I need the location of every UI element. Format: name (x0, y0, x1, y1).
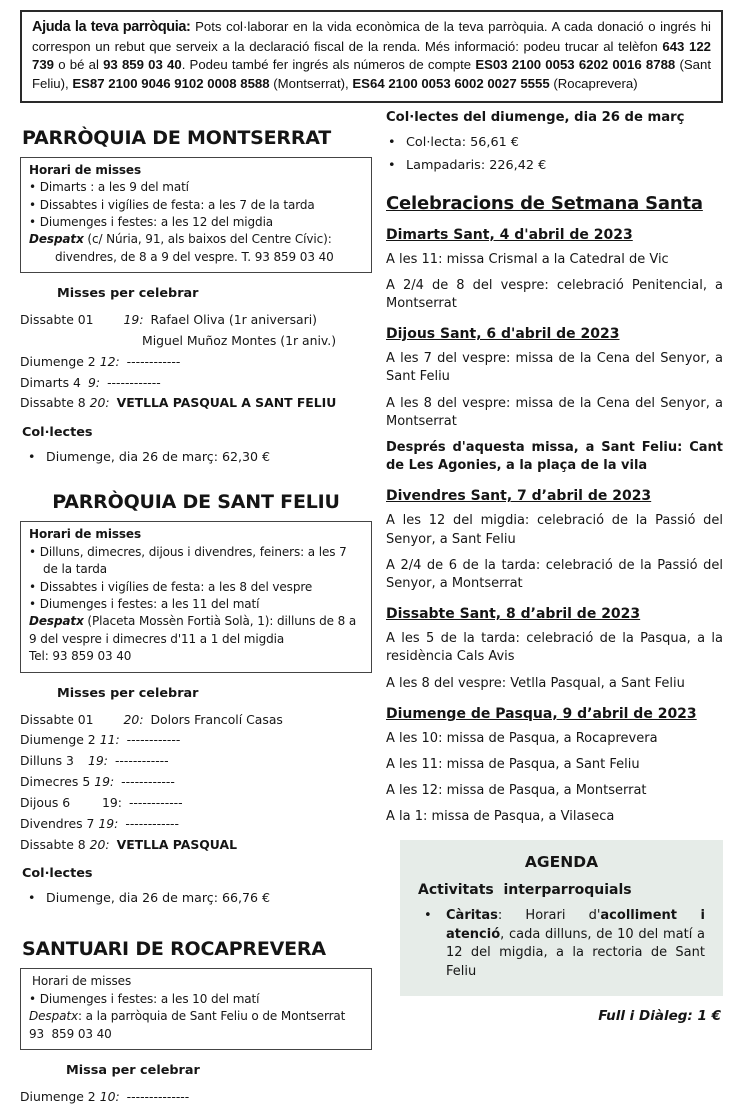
holy-week-day-heading: Dissabte Sant, 8 d’abril de 2023 (386, 606, 641, 623)
collection-text: Col·lecta: 56,61 € (406, 134, 519, 150)
mass-list-sant-feliu (20, 710, 372, 856)
mass-row (20, 835, 372, 856)
schedule-item: • Dimarts : a les 9 del matí (29, 179, 363, 196)
holy-week-event: A les 11: missa de Pasqua, a Sant Feliu (386, 756, 640, 772)
mass-intention: ------------ (121, 774, 175, 790)
mass-day: Dissabte 01 (20, 711, 94, 727)
mass-intention: -------------- (126, 1089, 190, 1105)
mass-intention: VETLLA PASQUAL A SANT FELIU (116, 395, 337, 411)
footer-price-note: Full i Diàleg: 1 € (598, 1008, 721, 1025)
left-column (20, 103, 372, 1108)
mass-time: 19: (98, 815, 119, 831)
mass-day: Diumenge 2 (20, 732, 96, 748)
phone-number: 643 122 739 (32, 38, 712, 73)
schedule-list (29, 179, 363, 231)
mass-row (20, 1087, 372, 1108)
mass-intention: ------------ (114, 753, 169, 769)
bullet-icon: • (424, 908, 432, 924)
mass-time: 11: (99, 732, 120, 748)
mass-day: Dimarts 4 (20, 374, 81, 390)
notice-text: (Rocaprevera) (549, 76, 638, 92)
mass-row (20, 814, 372, 835)
notice-text: . Podeu també fer ingrés als números de compte (181, 57, 476, 73)
holy-week-event: A les 12: missa de Pasqua, a Montserrat (386, 783, 647, 799)
mass-row (20, 793, 372, 814)
section-title-rocaprevera: SANTUARI DE ROCAPREVERA (22, 938, 326, 961)
collection-item (20, 888, 372, 908)
holy-week-event-highlight: Després d'aquesta missa, a Sant Feliu: Cant de Les Agonies, a la plaça de la vila (386, 440, 723, 474)
holy-week-day-heading: Dijous Sant, 6 d'abril de 2023 (386, 326, 620, 343)
office-phone: 93 859 03 40 (29, 1026, 112, 1041)
schedule-item: • Diumenges i festes: a les 10 del matí (29, 991, 363, 1008)
schedule-list (29, 991, 363, 1008)
mass-day: Diumenge 2 (20, 353, 96, 369)
iban-montserrat: ES87 2100 9046 9102 0008 8588 (72, 76, 270, 92)
agenda-item-text (446, 907, 705, 981)
schedule-item: • Dilluns, dimecres, dijous i divendres, feiners: a les 7 de la tarda (29, 544, 363, 579)
mass-intention: ------------ (128, 794, 183, 810)
office-text: (Placeta Mossèn Fortià Solà, 1): dilluns de 8 a 9 del vespre i dimecres d'11 a 1 del migdia (29, 614, 357, 646)
notice-text: (Montserrat), (269, 76, 353, 92)
mass-list-montserrat (20, 310, 372, 414)
holy-week-event: A les 11: missa Crismal a la Catedral de Vic (386, 251, 669, 267)
collections-heading: Col·lectes (22, 425, 93, 441)
sunday-collections-heading: Col·lectes del diumenge, dia 26 de març (386, 109, 685, 125)
mass-intention: ------------ (107, 374, 161, 390)
holy-week-event: A les 12 del migdia: celebració de la Passió del Senyor, a Sant Feliu (386, 513, 723, 547)
agenda-box (400, 840, 723, 996)
collection-text: Lampadaris: 226,42 € (406, 158, 547, 174)
office-label: Despatx (29, 1009, 78, 1024)
mass-row (20, 751, 372, 772)
office-text: (c/ Núria, 91, als baixos del Centre Cívic): (83, 232, 332, 247)
mass-day: Diumenge 2 (20, 1089, 96, 1105)
mass-row (20, 393, 372, 414)
holy-week-event: A les 8 del vespre: Vetlla Pasqual, a Sant Feliu (386, 675, 685, 691)
mass-intention: Rafael Oliva (1r aniversari) (150, 312, 317, 328)
bullet-icon: • (388, 134, 396, 150)
agenda-item-mid: : Horari d' (497, 908, 601, 924)
mass-row (20, 730, 372, 751)
schedule-box-montserrat (20, 157, 372, 273)
office-hours (29, 1008, 363, 1025)
schedule-box-sant-feliu (20, 521, 372, 672)
collection-item (386, 133, 723, 153)
holy-week-event: A les 8 del vespre: missa de la Cena del Senyor, a Montserrat (386, 395, 723, 429)
notice-text: (Sant Feliu), (32, 57, 711, 92)
notice-lead: Ajuda la teva parròquia: (32, 19, 191, 35)
collections-heading: Col·lectes (22, 866, 93, 882)
bullet-icon: • (28, 449, 36, 465)
schedule-item: • Dissabtes i vigílies de festa: a les 7 de la tarda (29, 197, 363, 214)
collection-text: Diumenge, dia 26 de març: 62,30 € (46, 449, 271, 465)
masses-heading-montserrat: Misses per celebrar (57, 286, 199, 302)
holy-week-event: A les 10: missa de Pasqua, a Rocaprevera (386, 730, 658, 746)
mass-intention: ------------ (126, 353, 181, 369)
mass-intention: ------------ (125, 815, 179, 831)
holy-week-title: Celebracions de Setmana Santa (386, 192, 703, 214)
office-hours (29, 613, 363, 648)
agenda-title: AGENDA (524, 853, 599, 872)
mass-time: 19: (102, 794, 122, 810)
agenda-subtitle: Activitats interparroquials (418, 882, 632, 899)
mass-day: Dissabte 8 (20, 836, 86, 852)
mass-day: Dissabte 01 (20, 312, 94, 328)
mass-row (20, 772, 372, 793)
section-title-montserrat: PARRÒQUIA DE MONTSERRAT (22, 126, 332, 149)
iban-rocaprevera: ES64 2100 0053 6002 0027 5555 (352, 76, 550, 92)
mass-time: 19: (88, 753, 108, 769)
agenda-item-lead: Càritas (446, 908, 498, 924)
schedule-list (29, 544, 363, 614)
mass-time: 12: (99, 353, 120, 369)
mass-row (20, 352, 372, 373)
mass-day: Dijous 6 (20, 794, 71, 810)
schedule-heading: Horari de misses (29, 527, 142, 542)
mass-intention-cont: Miguel Muñoz Montes (1r aniv.) (142, 332, 337, 348)
office-phone: Tel: 93 859 03 40 (29, 649, 132, 664)
collection-item (20, 447, 372, 467)
mass-time: 20: (89, 395, 110, 411)
notice-text: o bé al (54, 57, 104, 73)
holy-week-event: A 2/4 de 8 del vespre: celebració Penitencial, a Montserrat (386, 277, 723, 312)
mass-day: Dimecres 5 (20, 774, 91, 790)
schedule-box-rocaprevera (20, 968, 372, 1050)
phone-number: 93 859 03 40 (103, 57, 182, 73)
holy-week-day-heading: Diumenge de Pasqua, 9 d’abril de 2023 (386, 705, 697, 722)
schedule-heading: Horari de misses (29, 162, 142, 177)
mass-day: Divendres 7 (20, 815, 95, 831)
two-column-layout (0, 103, 745, 1108)
holy-week-event: A 2/4 de 6 de la tarda: celebració de la Passió del Senyor, a Montserrat (386, 557, 723, 591)
holy-week-day-heading: Dimarts Sant, 4 d'abril de 2023 (386, 226, 633, 243)
parish-newsletter-page (0, 10, 745, 1105)
mass-intention: ------------ (126, 732, 181, 748)
holy-week-event: A la 1: missa de Pasqua, a Vilaseca (386, 809, 615, 825)
mass-row (20, 373, 372, 394)
right-column (386, 103, 723, 1025)
agenda-item-bold: acolliment i atenció (446, 908, 706, 942)
bullet-icon: • (388, 158, 396, 174)
collection-item (386, 156, 723, 176)
mass-time: 19: (94, 774, 115, 790)
office-label: Despatx (29, 232, 84, 247)
masses-heading-rocaprevera: Missa per celebrar (66, 1063, 200, 1079)
section-title-sant-feliu: PARRÒQUIA DE SANT FELIU (52, 491, 340, 514)
holy-week-event: A les 7 del vespre: missa de la Cena del Senyor, a Sant Feliu (386, 351, 723, 385)
agenda-item (418, 907, 705, 981)
schedule-item: • Diumenges i festes: a les 11 del matí (29, 596, 363, 613)
mass-time: 20: (123, 711, 144, 727)
mass-day: Dissabte 8 (20, 395, 86, 411)
mass-day: Dilluns 3 (20, 753, 74, 769)
holy-week-day-heading: Divendres Sant, 7 d’abril de 2023 (386, 488, 652, 505)
mass-row (20, 710, 372, 731)
mass-time: 10: (99, 1089, 120, 1105)
mass-intention: Dolors Francolí Casas (150, 711, 283, 727)
holy-week-event: A les 5 de la tarda: celebració de la Pasqua, a la residència Cals Avis (386, 631, 723, 665)
notice-text: Pots col·laborar en la vida econòmica de la teva parròquia. A cada donació o ingrés hi correspon un rebut que serveix a la declaració fiscal de la renda. Més informació: podeu trucar al telèfon (32, 19, 711, 54)
schedule-item: • Diumenges i festes: a les 12 del migdia (29, 214, 363, 231)
mass-intention: VETLLA PASQUAL (116, 836, 237, 852)
agenda-item-rest: , cada dilluns, de 10 del matí a 12 del migdia, a la rectoria de Sant Feliu (446, 926, 705, 979)
mass-time: 9: (88, 374, 101, 390)
mass-time: 20: (89, 836, 110, 852)
iban-sant-feliu: ES03 2100 0053 6202 0016 8788 (475, 57, 676, 73)
schedule-item: • Dissabtes i vigílies de festa: a les 8 del vespre (29, 579, 363, 596)
mass-row (20, 310, 372, 331)
donation-notice (20, 10, 723, 103)
mass-time: 19: (123, 312, 144, 328)
office-label: Despatx (29, 614, 84, 629)
collection-text: Diumenge, dia 26 de març: 66,76 € (46, 890, 271, 906)
office-hours-line2: divendres, de 8 a 9 del vespre. T. 93 859 03 40 (55, 249, 334, 264)
bullet-icon: • (28, 890, 36, 906)
office-hours (29, 231, 363, 248)
schedule-heading: Horari de misses (32, 974, 132, 989)
office-text: : a la parròquia de Sant Feliu o de Montserrat (77, 1009, 346, 1024)
masses-heading-sant-feliu: Misses per celebrar (57, 685, 199, 701)
